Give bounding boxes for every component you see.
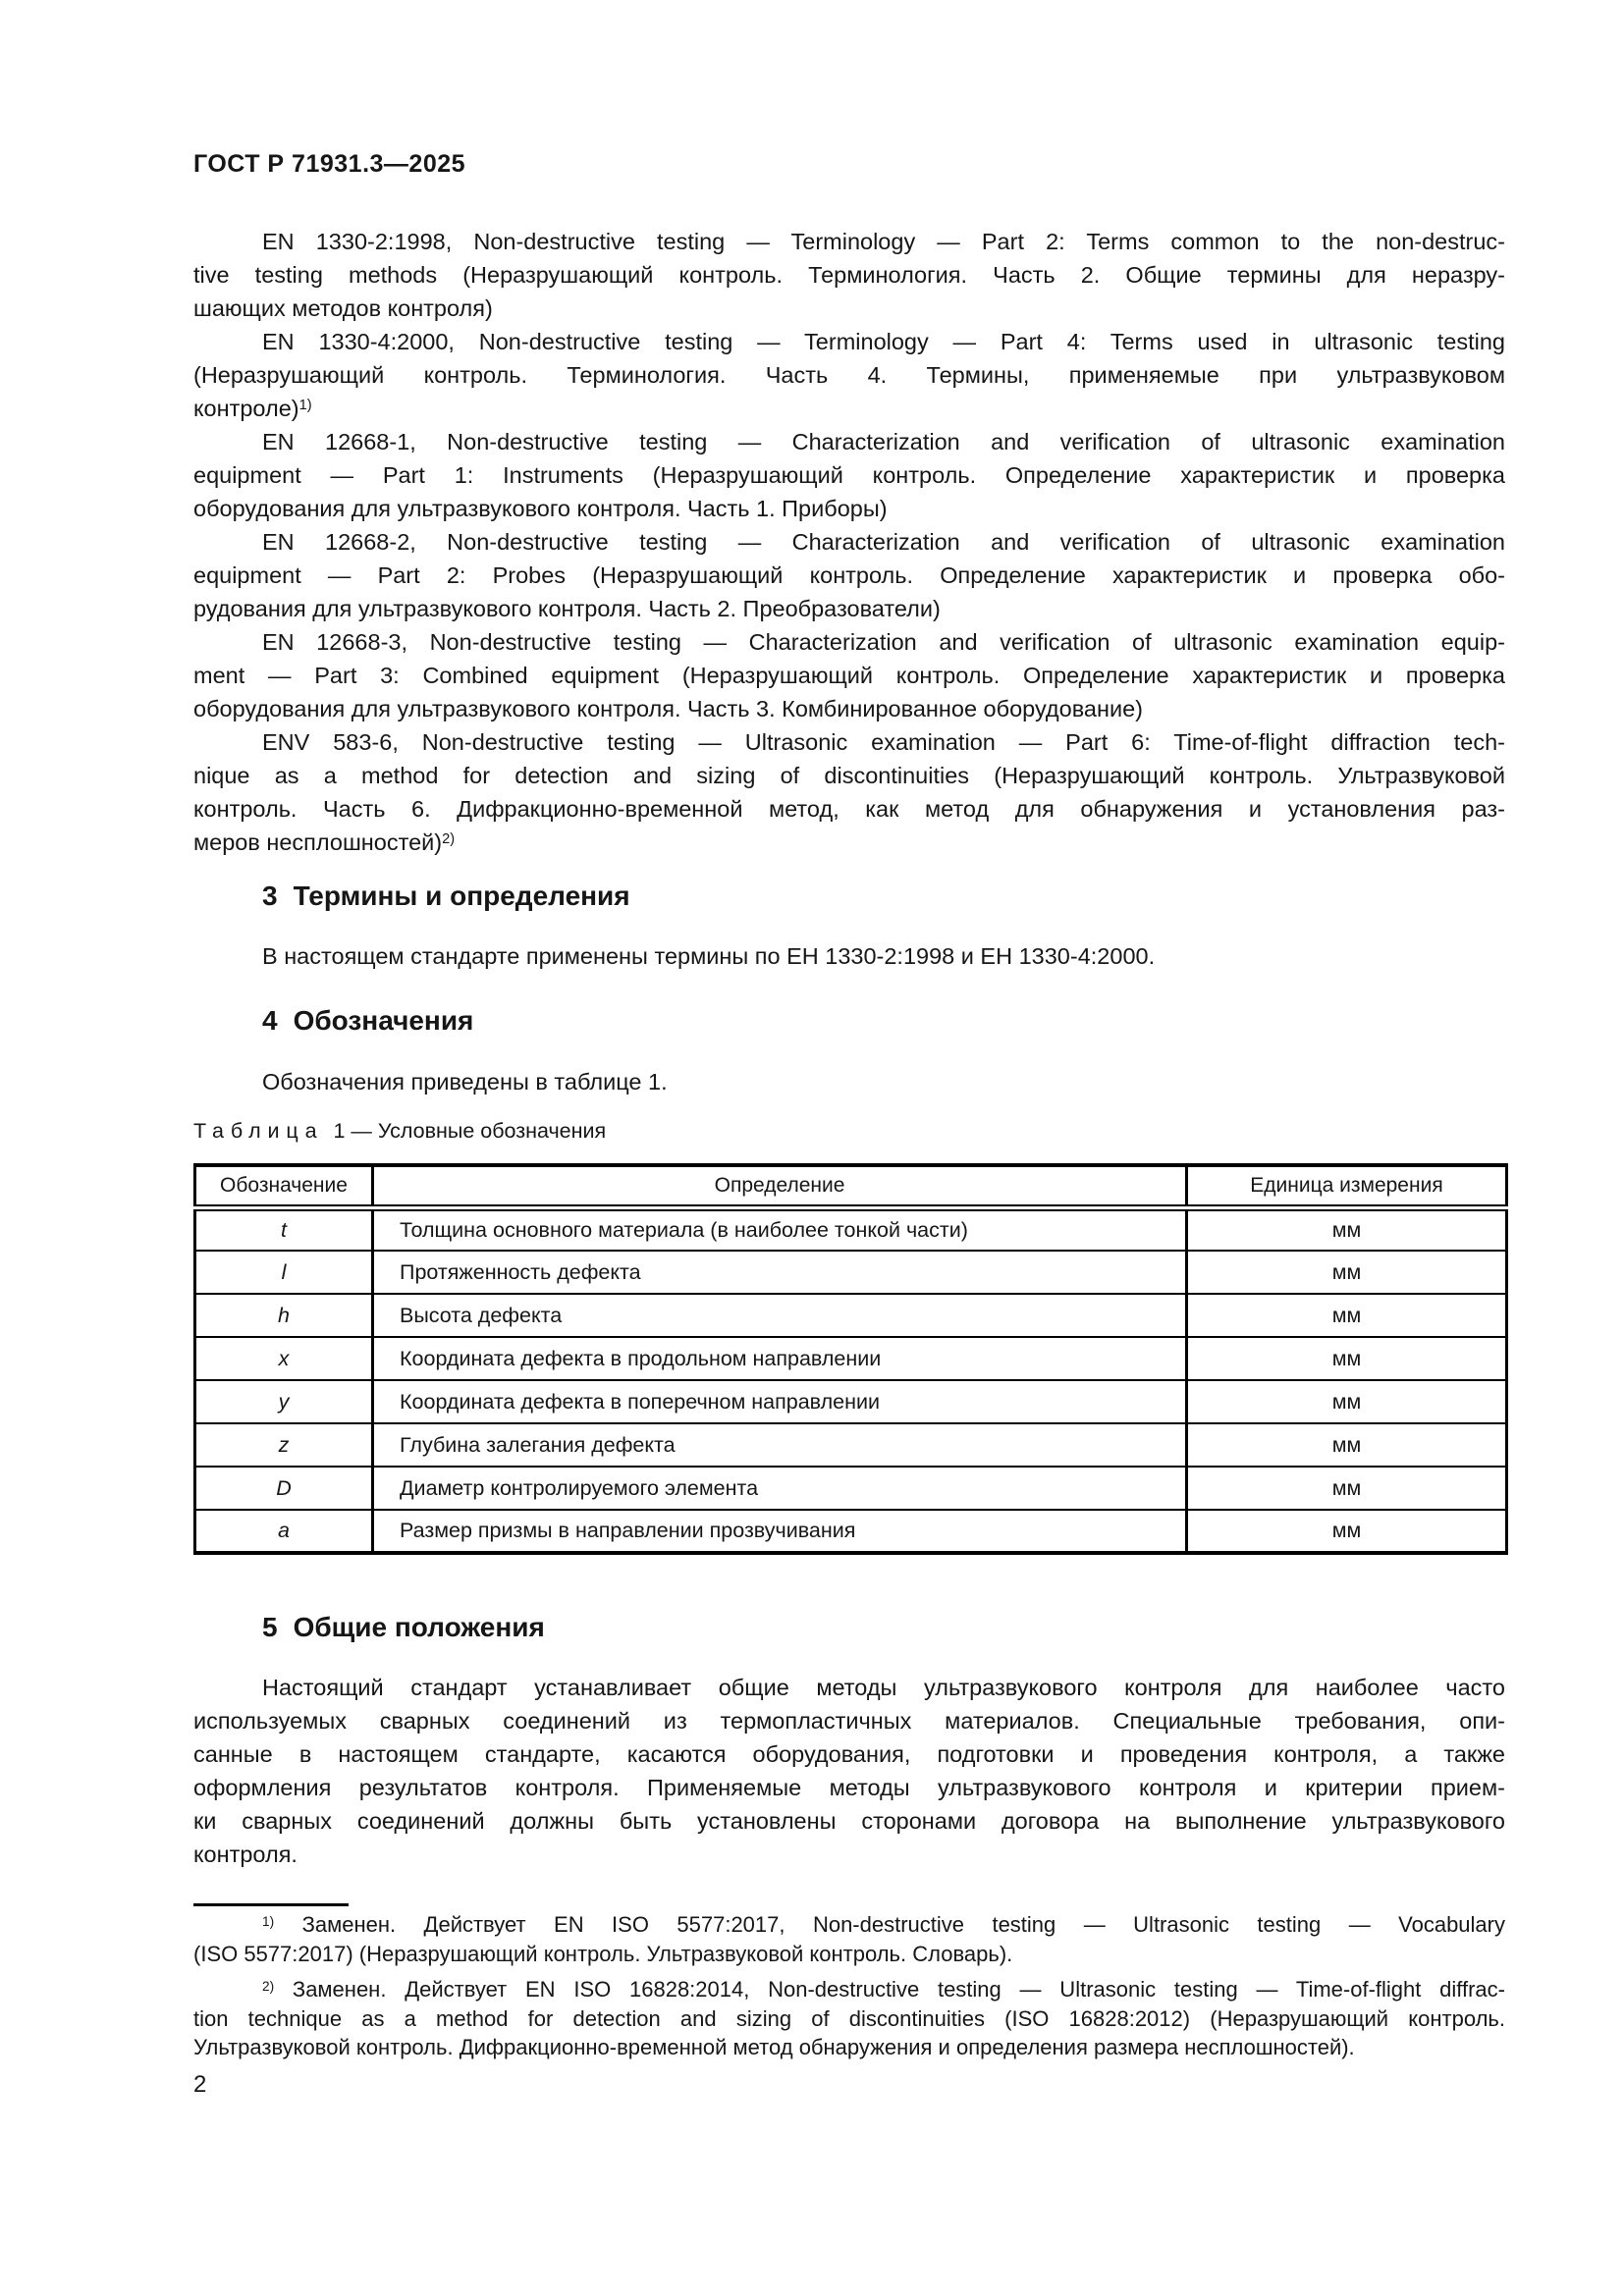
- section-4-heading: [193, 1005, 1505, 1037]
- symbol-cell: a: [195, 1510, 373, 1553]
- unit-cell: мм: [1187, 1294, 1507, 1337]
- section-5-paragraphs: [193, 1671, 1505, 1871]
- text-line: EN 12668-2, Non-destructive testing — Characterization and verification of ultrasonic examination: [262, 529, 1505, 555]
- section-3-title: Термины и определения: [293, 881, 630, 911]
- text-line: контроле)$^{1)}$: [193, 396, 312, 421]
- text-line: nique as a method for detection and sizing of discontinuities (Неразрушающий контроль. Ультразвуковой: [193, 763, 1505, 788]
- text-line: EN 1330-4:2000, Non-destructive testing — Terminology — Part 4: Terms used in ultrasonic testing: [262, 329, 1505, 354]
- table-header-row: [195, 1165, 1507, 1207]
- unit-cell: мм: [1187, 1423, 1507, 1467]
- table-row: [195, 1337, 1507, 1380]
- unit-cell: мм: [1187, 1337, 1507, 1380]
- section-5-heading: [193, 1612, 1505, 1643]
- unit-cell: мм: [1187, 1510, 1507, 1553]
- footnote-marker: 2): [262, 1978, 275, 1994]
- table-row: [195, 1510, 1507, 1553]
- footnote-reference-marker: 2): [442, 831, 456, 848]
- table-caption-text: 1 — Условные обозначения: [333, 1119, 607, 1143]
- text-line: EN 12668-3, Non-destructive testing — Characterization and verification of ultrasonic examination equip-: [262, 629, 1505, 655]
- text-line: используемых сварных соединений из термопластичных материалов. Специальные требования, опи-: [193, 1708, 1505, 1734]
- unit-cell: мм: [1187, 1380, 1507, 1423]
- text-line: оформления результатов контроля. Применяемые методы ультразвукового контроля и критерии прием-: [193, 1775, 1505, 1800]
- symbol-cell: D: [195, 1467, 373, 1510]
- text-line: ENV 583-6, Non-destructive testing — Ultrasonic examination — Part 6: Time-of-flight diffraction tech-: [262, 729, 1505, 755]
- text-line: equipment — Part 1: Instruments (Неразрушающий контроль. Определение характеристик и проверка: [193, 462, 1505, 488]
- definition-cell: Координата дефекта в поперечном направлении: [373, 1380, 1187, 1423]
- symbols-table-header: [195, 1165, 1507, 1207]
- section-3-paragraphs: [193, 939, 1505, 973]
- symbol-cell: y: [195, 1380, 373, 1423]
- table-column-header: Обозначение: [195, 1165, 373, 1207]
- section-5-number: 5: [262, 1612, 278, 1642]
- footnote-reference-marker: 1): [298, 398, 312, 414]
- definition-cell: Размер призмы в направлении прозвучивания: [373, 1510, 1187, 1553]
- symbol-cell: l: [195, 1251, 373, 1294]
- text-line: санные в настоящем стандарте, касаются оборудования, подготовки и проведения контроля, а также: [193, 1741, 1505, 1767]
- footnote-marker: 1): [262, 1913, 275, 1929]
- definition-cell: Глубина залегания дефекта: [373, 1423, 1187, 1467]
- definition-cell: Высота дефекта: [373, 1294, 1187, 1337]
- table-caption: [193, 1119, 1505, 1144]
- table-column-header: Единица измерения: [1187, 1165, 1507, 1207]
- section-4-paragraphs: [193, 1065, 1505, 1098]
- definition-cell: Координата дефекта в продольном направлении: [373, 1337, 1187, 1380]
- text-line: контроль. Часть 6. Дифракционно-временной метод, как метод для обнаружения и установления раз-: [193, 796, 1505, 822]
- footnote-separator-rule: [193, 1903, 349, 1906]
- text-line: контроля.: [193, 1842, 298, 1867]
- symbols-table: [193, 1163, 1508, 1555]
- definition-cell: Протяженность дефекта: [373, 1251, 1187, 1294]
- table-caption-label: Таблица: [193, 1119, 324, 1143]
- table-row: [195, 1251, 1507, 1294]
- unit-cell: мм: [1187, 1467, 1507, 1510]
- unit-cell: мм: [1187, 1251, 1507, 1294]
- section-3-heading: [193, 881, 1505, 912]
- text-line: equipment — Part 2: Probes (Неразрушающий контроль. Определение характеристик и проверка обо-: [193, 562, 1505, 588]
- symbol-cell: x: [195, 1337, 373, 1380]
- text-line: оборудования для ультразвукового контроля. Часть 1. Приборы): [193, 496, 888, 521]
- text-line: В настоящем стандарте применены термины по ЕН 1330-2:1998 и ЕН 1330-4:2000.: [262, 943, 1156, 969]
- definition-cell: Толщина основного материала (в наиболее тонкой части): [373, 1207, 1187, 1251]
- text-line: Обозначения приведены в таблице 1.: [262, 1069, 668, 1095]
- page-number: 2: [193, 2071, 207, 2098]
- section-4-title: Обозначения: [293, 1005, 474, 1036]
- footnote-1: [193, 1910, 1505, 1968]
- text-line: Настоящий стандарт устанавливает общие методы ультразвукового контроля для наиболее часто: [262, 1675, 1505, 1700]
- text-line: Ультразвуковой контроль. Дифракционно-временной метод обнаружения и определения размера несплошностей).: [193, 2035, 1355, 2059]
- text-line: $^{2)}$ Заменен. Действует EN ISO 16828:2014, Non-destructive testing — Ultrasonic testing — Time-of-flight diffrac-: [262, 1977, 1505, 2002]
- text-line: шающих методов контроля): [193, 295, 493, 321]
- text-line: ки сварных соединений должны быть установлены сторонами договора на выполнение ультразвукового: [193, 1808, 1505, 1834]
- text-line: рудования для ультразвукового контроля. Часть 2. Преобразователи): [193, 596, 941, 621]
- text-line: (ISO 5577:2017) (Неразрушающий контроль. Ультразвуковой контроль. Словарь).: [193, 1941, 1013, 1966]
- text-line: $^{1)}$ Заменен. Действует EN ISO 5577:2017, Non-destructive testing — Ultrasonic testing — Vocabulary: [262, 1912, 1505, 1937]
- section-3-number: 3: [262, 881, 278, 911]
- section-4-number: 4: [262, 1005, 278, 1036]
- table-row: [195, 1207, 1507, 1251]
- text-line: оборудования для ультразвукового контроля. Часть 3. Комбинированное оборудование): [193, 696, 1143, 721]
- table-row: [195, 1467, 1507, 1510]
- unit-cell: мм: [1187, 1207, 1507, 1251]
- table-row: [195, 1380, 1507, 1423]
- text-line: tion technique as a method for detection and sizing of discontinuities (ISO 16828:2012) (Неразрушающий контроль.: [193, 2005, 1505, 2031]
- running-head: ГОСТ Р 71931.3—2025: [193, 150, 466, 178]
- text-line: tive testing methods (Неразрушающий контроль. Терминология. Часть 2. Общие термины для неразру-: [193, 262, 1505, 288]
- footnote-2: [193, 1975, 1505, 2062]
- definition-cell: Диаметр контролируемого элемента: [373, 1467, 1187, 1510]
- text-line: EN 12668-1, Non-destructive testing — Characterization and verification of ultrasonic examination: [262, 429, 1505, 454]
- symbols-table-body: [195, 1207, 1507, 1553]
- references-paragraphs: [193, 225, 1505, 859]
- symbol-cell: t: [195, 1207, 373, 1251]
- symbol-cell: z: [195, 1423, 373, 1467]
- table-row: [195, 1423, 1507, 1467]
- table-row: [195, 1294, 1507, 1337]
- text-line: EN 1330-2:1998, Non-destructive testing — Terminology — Part 2: Terms common to the non-destruc-: [262, 229, 1505, 254]
- text-line: меров несплошностей)$^{2)}$: [193, 829, 456, 855]
- table-column-header: Определение: [373, 1165, 1187, 1207]
- section-5-title: Общие положения: [293, 1612, 545, 1642]
- text-line: ment — Part 3: Combined equipment (Неразрушающий контроль. Определение характеристик и проверка: [193, 663, 1505, 688]
- text-line: (Неразрушающий контроль. Терминология. Часть 4. Термины, применяемые при ультразвуковом: [193, 362, 1505, 388]
- symbol-cell: h: [195, 1294, 373, 1337]
